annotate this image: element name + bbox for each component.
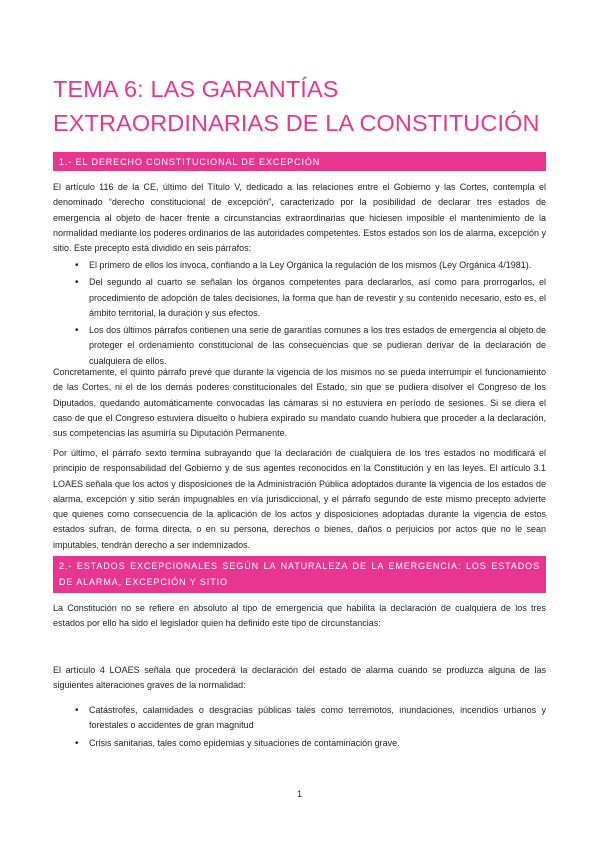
section-2-intro: La Constitución no se refiere en absoluto al tipo de emergencia que habilita la declaración de cualquiera de los tres estados por ello ha sido el legislador quien ha definido este tipo de circunstancias: <box>53 603 546 629</box>
section-1-heading: 1.- EL DERECHO CONSTITUCIONAL DE EXCEPCIÓN <box>53 152 546 171</box>
section-2-bullet-list <box>53 703 546 753</box>
page-number: 1 <box>296 789 302 799</box>
document-title: TEMA 6: LAS GARANTÍAS EXTRAORDINARIAS DE LA CONSTITUCIÓN <box>53 76 540 136</box>
section-1-bullet-list <box>53 258 546 371</box>
section-2-paragraph-2: El artículo 4 LOAES señala que procederá la declaración del estado de alarma cuando se produzca alguna de las siguientes alteraciones graves de la normalidad: <box>53 665 546 691</box>
bullet-icon: • <box>75 325 79 337</box>
section-1-paragraph-2: Concretamente, el quinto párrafo prevé que durante la vigencia de los mismos no se pueda interrumpir el funcionamiento de las Cortes, ni el de los demás poderes constitucionales del Estado, sin que se pudiera disolver el Congreso de los Diputados, quedando automáticamente convocadas las cámaras si no estuviera en período de sesiones. Si se diera el caso de que el Congreso estuviera disuelto o hubiera expirado su mandato cuando hubiera que proceder a la declaración, sus competencias las asumiría su Diputación Permanente. <box>53 367 546 439</box>
bullet-icon: • <box>75 705 79 716</box>
list-item: • Crisis sanitarias, tales como epidemias y situaciones de contaminación grave. <box>53 736 546 751</box>
list-item: • Del segundo al cuarto se señalan los órganos competentes para declararlos, así como para prorrogarlos, el procedimiento de adopción de tales decisiones, la forma que han de revestir y su contenido necesario, esto es, el ámbito territorial, la duración y sus efectos. <box>75 277 546 318</box>
list-item: • Catástrofes, calamidades o desgracias públicas tales como terremotos, inundaciones, incendios urbanos y forestales o accidentes de gran magnitud <box>75 705 546 731</box>
list-item: • El primero de ellos los invoca, confiando a la Ley Orgánica la regulación de los mismos (Ley Orgánica 4/1981). <box>53 258 546 273</box>
section-1-paragraph-3: Por último, el párrafo sexto termina subrayando que la declaración de cualquiera de los tres estados no modificará el principio de responsabilidad del Gobierno y de sus agentes reconocidos en la Constitución y en las leyes. El artículo 3.1 LOAES señala que los actos y disposiciones de la Administración Pública adoptados durante la vigencia de los estados de alarma, excepción y sitio serán impugnables en vía jurisdiccional, y el párrafo segundo de este mismo precepto advierte que quienes como consecuencia de la aplicación de los actos y disposiciones adoptadas durante la vigencia de estos estados sufran, de forma directa, o en su persona, derechos o bienes, daños o perjuicios por actos que no le sean imputables, tendrán derecho a ser indemnizados. <box>53 448 546 550</box>
list-item: • Los dos últimos párrafos contienen una serie de garantías comunes a los tres estados de emergencia al objeto de proteger el ordenamiento constitucional de las consecuencias que se pudieran derivar de la declaración de cualquiera de ellos. <box>75 325 546 366</box>
bullet-icon: • <box>75 260 79 271</box>
section-2-heading: 2.- ESTADOS EXCEPCIONALES SEGÚN LA NATURALEZA DE LA EMERGENCIA: LOS ESTADOS DE ALARMA, EXCEPCIÓN Y SITIO <box>53 556 546 593</box>
bullet-icon: • <box>75 277 79 289</box>
section-1-intro: El artículo 116 de la CE, último del Título V, dedicado a las relaciones entre el Gobierno y las Cortes, contempla el denominado “derecho constitucional de excepción”, caracterizado por la posibilidad de declarar tres estados de emergencia al objeto de hacer frente a circunstancias extraordinarias que hiciesen imposible el mantenimiento de la normalidad mediante los poderes ordinarios de las autoridades competentes. Estos estados son los de alarma, excepción y sitio. Este precepto está dividido en seis párrafos: <box>53 182 546 254</box>
bullet-icon: • <box>75 737 79 749</box>
